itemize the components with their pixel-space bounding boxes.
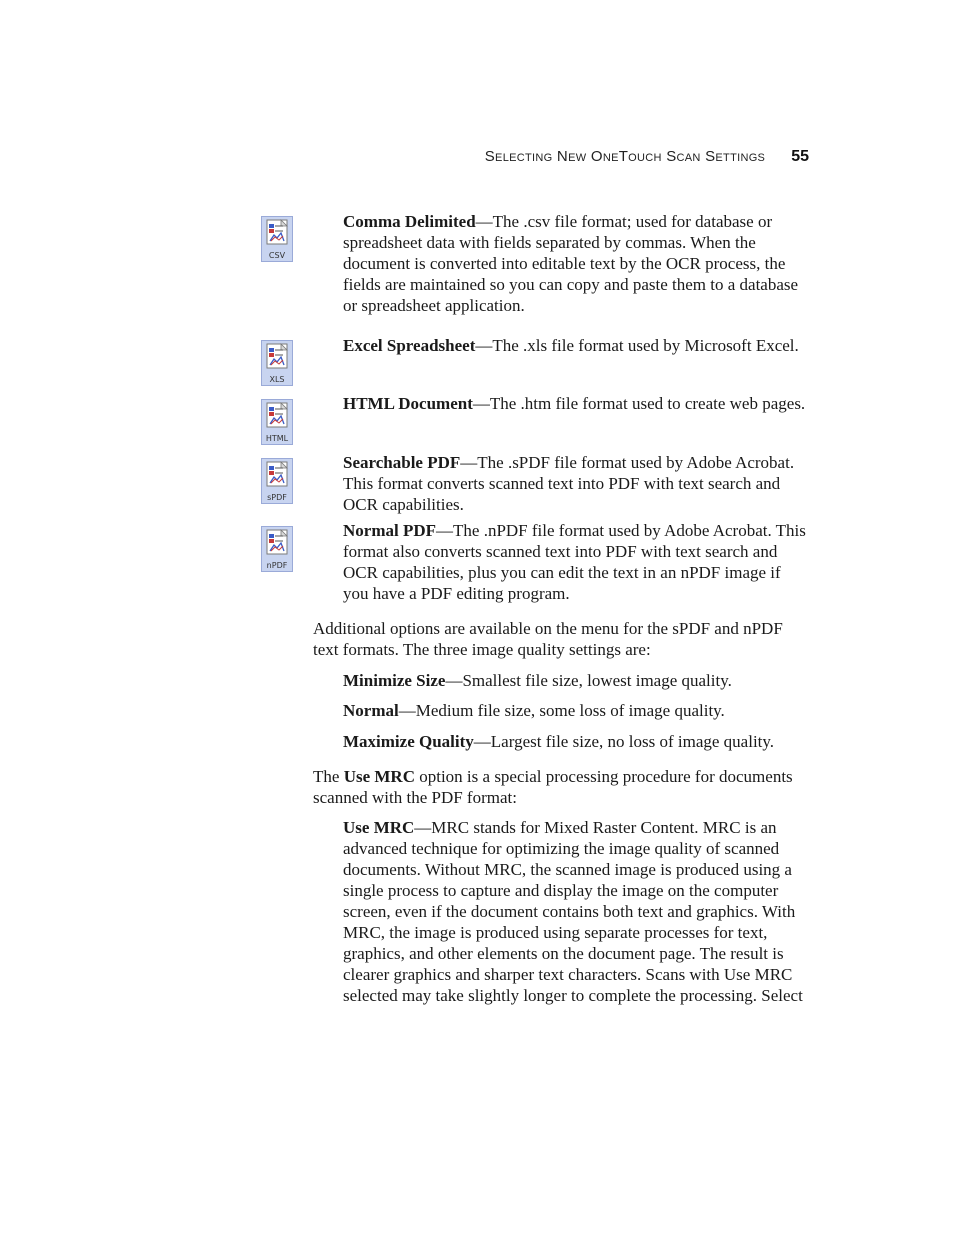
mrc-intro-after: option is a special processing procedure for documents scanned with the PDF format:	[313, 767, 793, 807]
format-desc: —The .xls file format used by Microsoft Excel.	[475, 336, 799, 355]
icon-label: CSV	[268, 251, 286, 260]
format-desc: —The .htm file format used to create web pages.	[472, 394, 806, 413]
npdf-file-icon	[261, 526, 293, 572]
format-entry-npdf	[343, 520, 809, 604]
quality-normal	[343, 700, 809, 721]
mrc-intro-before: The	[313, 767, 344, 786]
mrc-detail-term: Use MRC	[343, 818, 415, 837]
additional-options-paragraph: Additional options are available on the menu for the sPDF and nPDF text formats. The three image quality settings are:	[313, 619, 783, 659]
header-title: Selecting New OneTouch Scan Settings	[484, 148, 766, 165]
format-entry-xls	[343, 335, 809, 356]
csv-file-icon	[261, 216, 293, 262]
format-term: Searchable PDF	[343, 453, 461, 472]
mrc-detail-paragraph	[343, 817, 809, 1006]
mrc-detail-desc: —MRC stands for Mixed Raster Content. MRC is an advanced technique for optimizing the image quality of scanned documents. Without MRC, the scanned image is produced using a single process to capture and display the image on the computer screen, even if the document contains both text and graphics. With MRC, the image is produced using separate processes for text, graphics, and other elements on the document page. The result is clearer graphics and sharper text characters. Scans with Use MRC selected may take slightly longer to complete the processing. Select	[343, 818, 803, 1005]
html-file-icon	[261, 399, 293, 445]
format-desc: —The .csv file format; used for database or spreadsheet data with fields separated by commas. When the document is converted into editable text by the OCR process, the fields are maintained so you can copy and paste them to a database or spreadsheet application.	[343, 212, 799, 315]
quality-term: Minimize Size	[343, 671, 446, 690]
quality-term: Maximize Quality	[343, 732, 474, 751]
icon-label: nPDF	[266, 561, 288, 570]
format-term: Comma Delimited	[343, 212, 476, 231]
format-entry-html	[343, 393, 809, 414]
format-term: Normal PDF	[343, 521, 437, 540]
format-desc: —The .sPDF file format used by Adobe Acrobat. This format converts scanned text into PDF with text search and OCR capabilities.	[343, 453, 795, 514]
quality-term: Normal	[343, 701, 399, 720]
format-entry-spdf	[343, 452, 809, 515]
format-desc: —The .nPDF file format used by Adobe Acrobat. This format also converts scanned text into PDF with text search and OCR capabilities, plus you can edit the text in an nPDF image if you have a PDF editing program.	[343, 521, 806, 603]
quality-minimize-size	[343, 670, 809, 691]
quality-maximize-quality	[343, 731, 809, 752]
format-term: Excel Spreadsheet	[343, 336, 476, 355]
xls-file-icon	[261, 340, 293, 386]
mrc-intro-paragraph	[313, 766, 809, 808]
running-header	[0, 148, 809, 166]
icon-label: XLS	[269, 375, 285, 384]
page-number: 55	[791, 148, 809, 165]
quality-desc: —Smallest file size, lowest image quality.	[445, 671, 732, 690]
icon-label: sPDF	[267, 493, 287, 502]
mrc-intro-term: Use MRC	[343, 767, 415, 786]
quality-desc: —Medium file size, some loss of image quality.	[398, 701, 725, 720]
icon-label: HTML	[265, 434, 289, 443]
format-term: HTML Document	[343, 394, 473, 413]
format-entry-csv	[343, 211, 809, 316]
quality-desc: —Largest file size, no loss of image quality.	[473, 732, 775, 751]
spdf-file-icon	[261, 458, 293, 504]
